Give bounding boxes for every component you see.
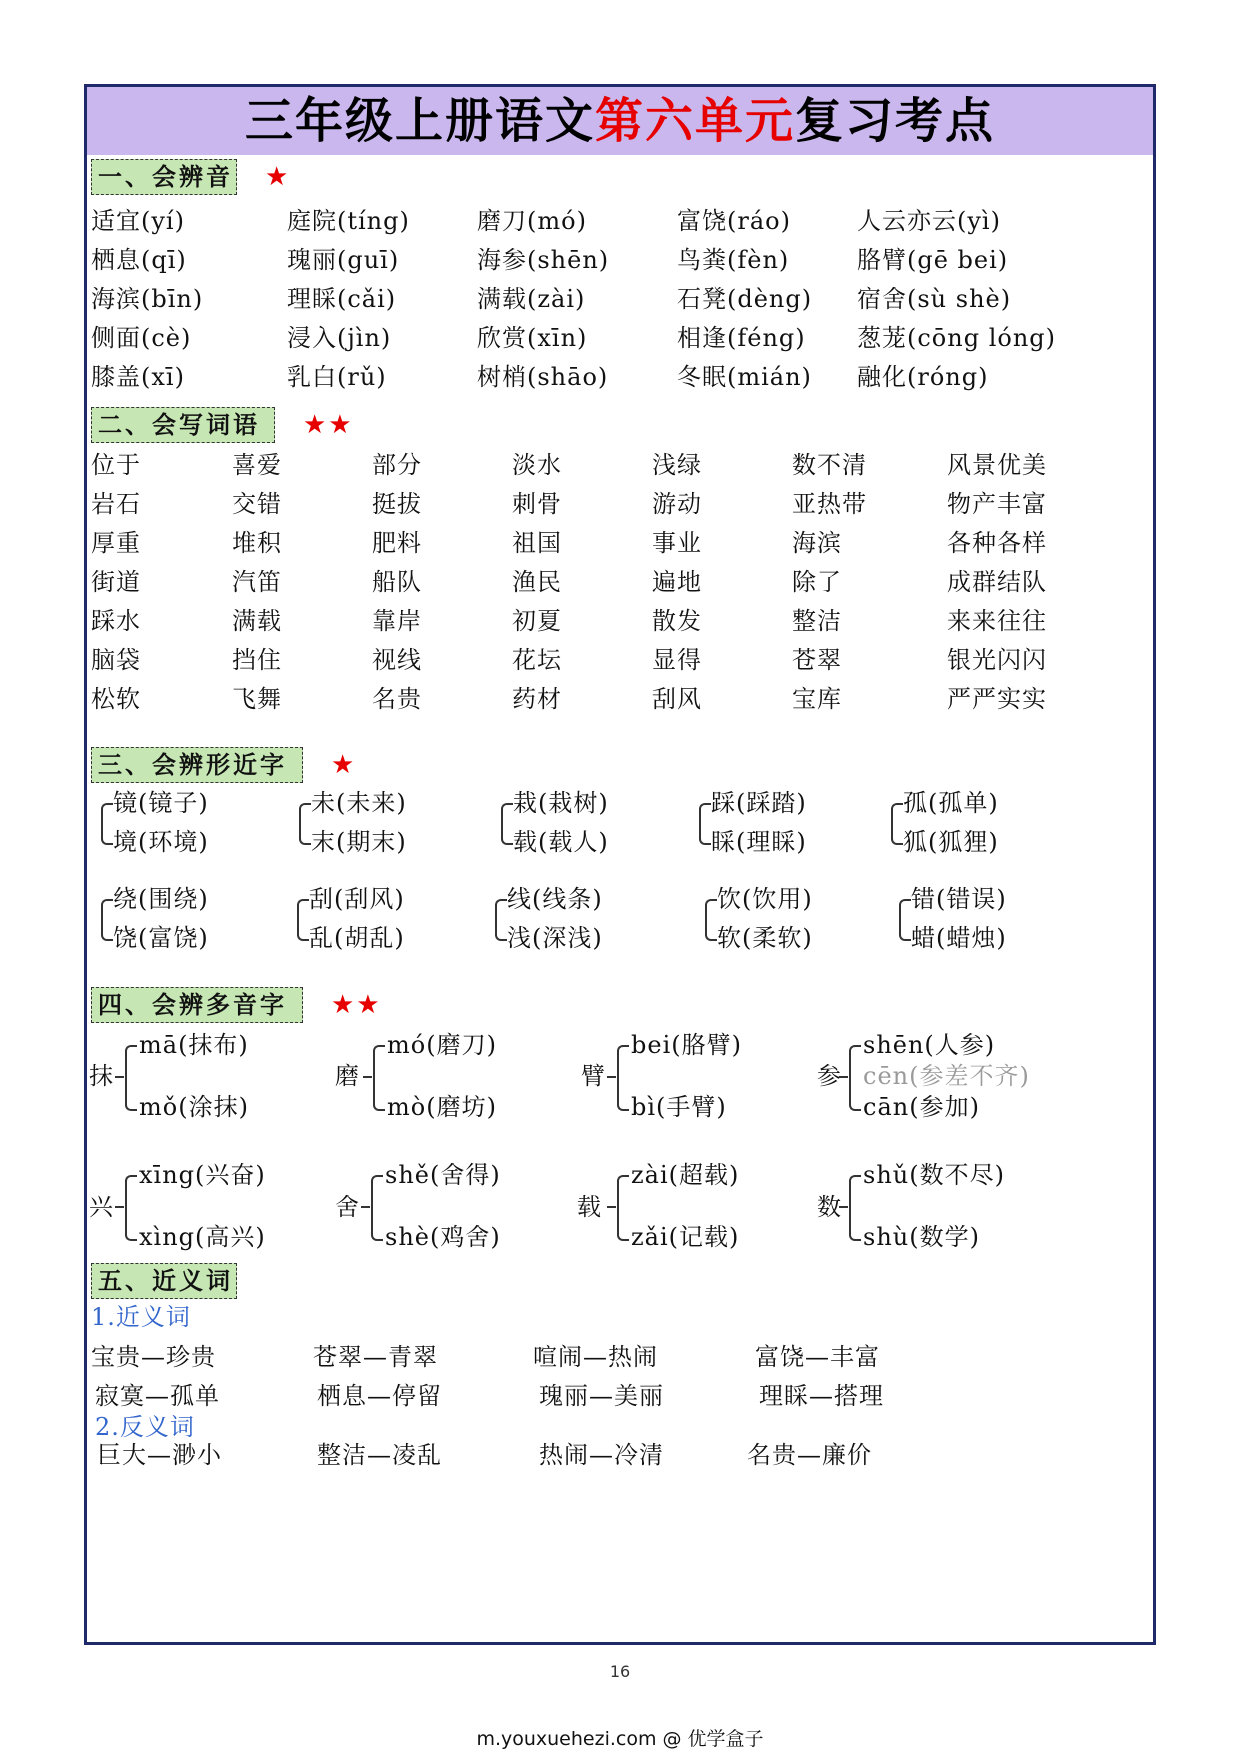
bracket — [371, 1175, 383, 1241]
s2-cell: 银光闪闪 — [947, 646, 1047, 674]
synonym-pair: 理睬—搭理 — [759, 1382, 884, 1410]
s1-cell: 树梢(shāo) — [477, 363, 609, 391]
s2-cell: 松软 — [91, 685, 141, 713]
s2-cell: 严严实实 — [947, 685, 1047, 713]
bracket — [705, 899, 717, 941]
s1-cell: 冬眠(mián) — [677, 363, 812, 391]
s1-cell: 石凳(dèng) — [677, 285, 813, 313]
s3-item: 线(线条) — [507, 885, 603, 913]
s1-cell: 海滨(bīn) — [91, 285, 204, 313]
s2-cell: 脑袋 — [91, 646, 141, 674]
section4-stars: ★★ — [331, 990, 382, 1020]
s1-cell: 侧面(cè) — [91, 324, 192, 352]
s1-cell: 融化(róng) — [857, 363, 989, 391]
bracket — [617, 1175, 629, 1241]
s1-cell: 栖息(qī) — [91, 246, 187, 274]
bracket — [699, 803, 711, 845]
s2-cell: 满载 — [232, 607, 282, 635]
bracket — [101, 803, 113, 845]
s2-cell: 整洁 — [792, 607, 842, 635]
antonym-pair: 巨大—渺小 — [97, 1441, 222, 1469]
synonym-pair: 富饶—丰富 — [755, 1343, 880, 1371]
s2-cell: 交错 — [232, 490, 282, 518]
s2-cell: 药材 — [512, 685, 562, 713]
polyphone-char: 数 — [817, 1193, 842, 1221]
bracket-tick — [839, 1076, 848, 1078]
s4-reading: bei(胳臂) — [631, 1031, 742, 1059]
bracket — [891, 803, 903, 845]
s4-reading: xìng(高兴) — [139, 1223, 266, 1251]
s3-item: 栽(栽树) — [513, 789, 609, 817]
s4-reading: shēn(人参) — [863, 1031, 996, 1059]
title-part2: 复习考点 — [795, 93, 996, 149]
s2-cell: 渔民 — [512, 568, 562, 596]
s3-item: 载(载人) — [513, 828, 609, 856]
s1-cell: 膝盖(xī) — [91, 363, 185, 391]
s1-cell: 庭院(tíng) — [287, 207, 410, 235]
antonym-pair: 名贵—廉价 — [747, 1441, 872, 1469]
s3-item: 刮(刮风) — [309, 885, 405, 913]
s1-cell: 适宜(yí) — [91, 207, 185, 235]
s1-cell: 瑰丽(guī) — [287, 246, 400, 274]
bracket-tick — [839, 1206, 848, 1208]
s3-item: 睬(理睬) — [711, 828, 807, 856]
s3-item: 孤(孤单) — [903, 789, 999, 817]
s2-cell: 名贵 — [372, 685, 422, 713]
s1-cell: 满载(zài) — [477, 285, 586, 313]
s4-reading: cān(参加) — [863, 1093, 980, 1121]
s1-cell: 葱茏(cōng lóng) — [857, 324, 1057, 352]
s4-reading: mā(抹布) — [139, 1031, 249, 1059]
s4-reading: cēn(参差不齐) — [863, 1062, 1030, 1090]
s2-cell: 视线 — [372, 646, 422, 674]
s3-item: 浅(深浅) — [507, 924, 603, 952]
s3-item: 镜(镜子) — [113, 789, 209, 817]
s2-cell: 挡住 — [232, 646, 282, 674]
s4-reading: shě(舍得) — [385, 1161, 501, 1189]
s4-reading: mò(磨坊) — [387, 1093, 497, 1121]
polyphone-char: 参 — [817, 1062, 842, 1090]
s3-item: 末(期末) — [311, 828, 407, 856]
bracket — [495, 899, 507, 941]
synonym-pair: 苍翠—青翠 — [313, 1343, 438, 1371]
s2-cell: 浅绿 — [652, 451, 702, 479]
s2-cell: 各种各样 — [947, 529, 1047, 557]
bracket — [101, 899, 113, 941]
polyphone-char: 兴 — [89, 1193, 114, 1221]
bracket-tick — [115, 1076, 124, 1078]
s2-cell: 显得 — [652, 646, 702, 674]
s1-cell: 宿舍(sù shè) — [857, 285, 1012, 313]
s4-reading: shǔ(数不尽) — [863, 1161, 1005, 1189]
s2-cell: 岩石 — [91, 490, 141, 518]
section1-stars: ★ — [265, 162, 291, 192]
section1-heading: 一、会辨音 — [91, 159, 237, 195]
polyphone-char: 载 — [577, 1193, 602, 1221]
section4-heading: 四、会辨多音字 — [91, 987, 303, 1023]
s2-cell: 散发 — [652, 607, 702, 635]
page-number: 16 — [609, 1662, 631, 1681]
synonym-pair: 喧闹—热闹 — [533, 1343, 658, 1371]
title-part1: 三年级上册语文 — [244, 93, 595, 149]
s2-cell: 位于 — [91, 451, 141, 479]
bracket-tick — [363, 1076, 372, 1078]
s1-cell: 浸入(jìn) — [287, 324, 392, 352]
synonym-pair: 栖息—停留 — [317, 1382, 442, 1410]
s2-cell: 喜爱 — [232, 451, 282, 479]
s3-item: 错(错误) — [911, 885, 1007, 913]
s1-cell: 理睬(cǎi) — [287, 285, 397, 313]
s2-cell: 成群结队 — [947, 568, 1047, 596]
s2-cell: 除了 — [792, 568, 842, 596]
s3-item: 未(未来) — [311, 789, 407, 817]
s4-reading: xīng(兴奋) — [139, 1161, 266, 1189]
s1-cell: 胳臂(gē bei) — [857, 246, 1009, 274]
s2-cell: 踩水 — [91, 607, 141, 635]
bracket-tick — [361, 1206, 370, 1208]
s4-reading: bì(手臂) — [631, 1093, 727, 1121]
bracket — [617, 1045, 629, 1111]
s4-reading: zǎi(记载) — [631, 1223, 740, 1251]
antonyms-subheading: 2.反义词 — [95, 1413, 195, 1441]
s3-item: 软(柔软) — [717, 924, 813, 952]
s3-item: 绕(围绕) — [113, 885, 209, 913]
polyphone-char: 臂 — [581, 1062, 606, 1090]
bracket — [373, 1045, 385, 1111]
s2-cell: 祖国 — [512, 529, 562, 557]
s1-cell: 相逢(féng) — [677, 324, 806, 352]
s3-item: 饮(饮用) — [717, 885, 813, 913]
footer-watermark: m.youxuehezi.com @ 优学盒子 — [476, 1728, 764, 1750]
bracket — [501, 803, 513, 845]
s3-item: 乱(胡乱) — [309, 924, 405, 952]
bracket — [299, 803, 311, 845]
bracket — [297, 899, 309, 941]
bracket-tick — [115, 1206, 124, 1208]
bracket — [125, 1045, 137, 1111]
s2-cell: 事业 — [652, 529, 702, 557]
polyphone-char: 磨 — [335, 1062, 360, 1090]
s3-item: 蜡(蜡烛) — [911, 924, 1007, 952]
section2-stars: ★★ — [303, 410, 354, 440]
s2-cell: 来来往往 — [947, 607, 1047, 635]
s2-cell: 飞舞 — [232, 685, 282, 713]
s4-reading: mó(磨刀) — [387, 1031, 497, 1059]
s3-item: 踩(踩踏) — [711, 789, 807, 817]
s2-cell: 刺骨 — [512, 490, 562, 518]
s4-reading: shè(鸡舍) — [385, 1223, 501, 1251]
antonym-pair: 热闹—冷清 — [539, 1441, 664, 1469]
bracket-tick — [607, 1076, 616, 1078]
s2-cell: 海滨 — [792, 529, 842, 557]
synonym-pair: 寂寞—孤单 — [95, 1382, 220, 1410]
s2-cell: 靠岸 — [372, 607, 422, 635]
s2-cell: 刮风 — [652, 685, 702, 713]
s2-cell: 街道 — [91, 568, 141, 596]
s2-cell: 堆积 — [232, 529, 282, 557]
s3-item: 饶(富饶) — [113, 924, 209, 952]
polyphone-char: 抹 — [89, 1062, 114, 1090]
section3-heading: 三、会辨形近字 — [91, 747, 303, 783]
s2-cell: 淡水 — [512, 451, 562, 479]
polyphone-char: 舍 — [335, 1193, 360, 1221]
s4-reading: shù(数学) — [863, 1223, 980, 1251]
section5-heading: 五、近义词 — [91, 1263, 237, 1299]
s4-reading: zài(超载) — [631, 1161, 740, 1189]
section3-stars: ★ — [331, 750, 357, 780]
s2-cell: 肥料 — [372, 529, 422, 557]
s2-cell: 亚热带 — [792, 490, 867, 518]
title-highlight: 第六单元 — [594, 93, 795, 149]
section2-heading: 二、会写词语 — [91, 407, 275, 443]
s2-cell: 数不清 — [792, 451, 867, 479]
s2-cell: 船队 — [372, 568, 422, 596]
synonym-pair: 瑰丽—美丽 — [539, 1382, 664, 1410]
s1-cell: 欣赏(xīn) — [477, 324, 588, 352]
bracket-tick — [607, 1206, 616, 1208]
s2-cell: 物产丰富 — [947, 490, 1047, 518]
s2-cell: 苍翠 — [792, 646, 842, 674]
s3-item: 狐(狐狸) — [903, 828, 999, 856]
s1-cell: 乳白(rǔ) — [287, 363, 387, 391]
s2-cell: 遍地 — [652, 568, 702, 596]
s1-cell: 磨刀(mó) — [477, 207, 587, 235]
s1-cell: 人云亦云(yì) — [857, 207, 1001, 235]
antonym-pair: 整洁—凌乱 — [317, 1441, 442, 1469]
synonym-pair: 宝贵—珍贵 — [91, 1343, 216, 1371]
s2-cell: 厚重 — [91, 529, 141, 557]
s2-cell: 宝库 — [792, 685, 842, 713]
s1-cell: 富饶(ráo) — [677, 207, 791, 235]
s2-cell: 部分 — [372, 451, 422, 479]
synonyms-subheading: 1.近义词 — [91, 1303, 191, 1331]
page-title — [87, 87, 1153, 155]
s2-cell: 风景优美 — [947, 451, 1047, 479]
s2-cell: 花坛 — [512, 646, 562, 674]
s4-reading: mǒ(涂抹) — [139, 1093, 249, 1121]
bracket — [849, 1175, 861, 1241]
s2-cell: 游动 — [652, 490, 702, 518]
bracket — [899, 899, 911, 941]
s1-cell: 鸟粪(fèn) — [677, 246, 790, 274]
s1-cell: 海参(shēn) — [477, 246, 610, 274]
bracket — [849, 1045, 861, 1111]
s2-cell: 挺拔 — [372, 490, 422, 518]
s2-cell: 汽笛 — [232, 568, 282, 596]
s3-item: 境(环境) — [113, 828, 209, 856]
page-frame — [84, 84, 1156, 1645]
s2-cell: 初夏 — [512, 607, 562, 635]
bracket — [125, 1175, 137, 1241]
